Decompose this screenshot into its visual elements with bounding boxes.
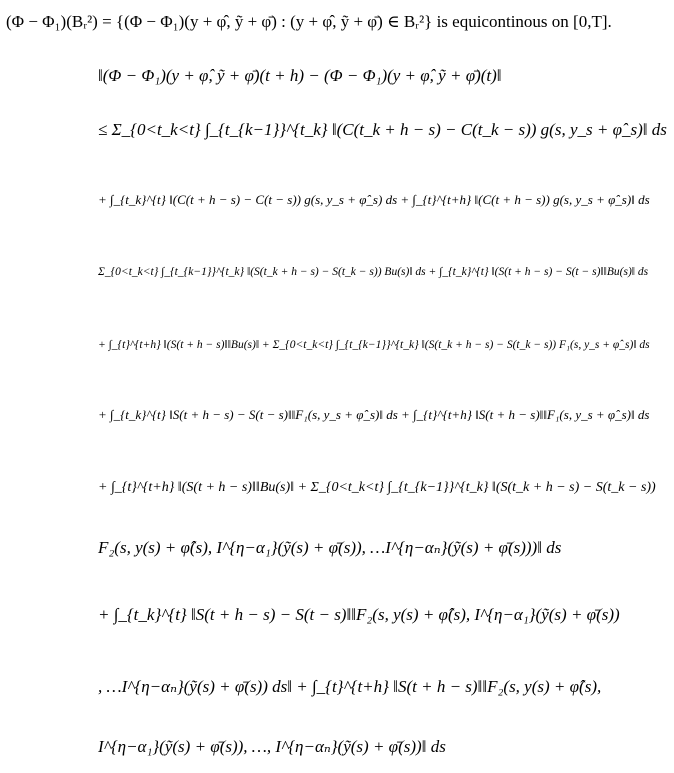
bound-line-6: + ∫_{t}^{t+h} ‖(S(t + h − s)‖‖Bu(s)‖ + Σ_{0<t_k<t} ∫_{t_{k−1}}^{t_k} ‖(S(t_k + h − s) − S(t_k − s))	[98, 480, 656, 495]
bound-line-4: + ∫_{t}^{t+h} ‖(S(t + h − s)‖‖Bu(s)‖ + Σ_{0<t_k<t} ∫_{t_{k−1}}^{t_k} ‖(S(t_k + h − s) − S(t_k − s)) F₁(s, y_s + φ̂_s)‖ ds	[98, 339, 650, 351]
bound-line-3: Σ_{0<t_k<t} ∫_{t_{k−1}}^{t_k} ‖(S(t_k + h − s) − S(t_k − s)) Bu(s)‖ ds + ∫_{t_k}^{t} ‖(S(t + h − s) − S(t − s)‖‖Bu(s)‖ ds	[98, 266, 649, 278]
equicontinuity-statement: (Φ − Φ₁)(Bᵣ²) = {(Φ − Φ₁)(y + φ̂, ỹ + φ̄) : (y + φ̂, ỹ + φ̄) ∈ Bᵣ²} is equicontinous on [0,T].	[6, 12, 612, 31]
bound-line-5: + ∫_{t_k}^{t} ‖S(t + h − s) − S(t − s)‖‖F₁(s, y_s + φ̂_s)‖ ds + ∫_{t}^{t+h} ‖S(t + h − s)‖‖F₁(s, y_s + φ̂_s)‖ ds	[98, 407, 650, 422]
bound-line-1: ≤ Σ_{0<t_k<t} ∫_{t_{k−1}}^{t_k} ‖(C(t_k + h − s) − C(t_k − s)) g(s, y_s + φ̂_s)‖ ds	[98, 120, 667, 139]
bound-line-7: F₂(s, y(s) + φ̂(s), I^{η−α₁}(ỹ(s) + φ̄(s)), …I^{η−αₙ}(ỹ(s) + φ̄(s)))‖ ds	[98, 538, 562, 557]
bound-line-10: I^{η−α₁}(ỹ(s) + φ̄(s)), …, I^{η−αₙ}(ỹ(s) + φ̄(s))‖ ds	[98, 737, 446, 756]
norm-difference: ‖(Φ − Φ₁)(y + φ̂, ỹ + φ̄)(t + h) − (Φ − Φ₁)(y + φ̂, ỹ + φ̄)(t)‖	[98, 66, 502, 85]
bound-line-9: , …I^{η−αₙ}(ỹ(s) + φ̄(s)) ds‖ + ∫_{t}^{t+h} ‖S(t + h − s)‖‖F₂(s, y(s) + φ̂(s),	[98, 677, 602, 696]
bound-line-8: + ∫_{t_k}^{t} ‖S(t + h − s) − S(t − s)‖‖F₂(s, y(s) + φ̂(s), I^{η−α₁}(ỹ(s) + φ̄(s))	[98, 605, 620, 624]
bound-line-2: + ∫_{t_k}^{t} ‖(C(t + h − s) − C(t − s)) g(s, y_s + φ̂_s) ds + ∫_{t}^{t+h} ‖(C(t + h − s)) g(s, y_s + φ̂_s)‖ ds	[98, 192, 650, 207]
